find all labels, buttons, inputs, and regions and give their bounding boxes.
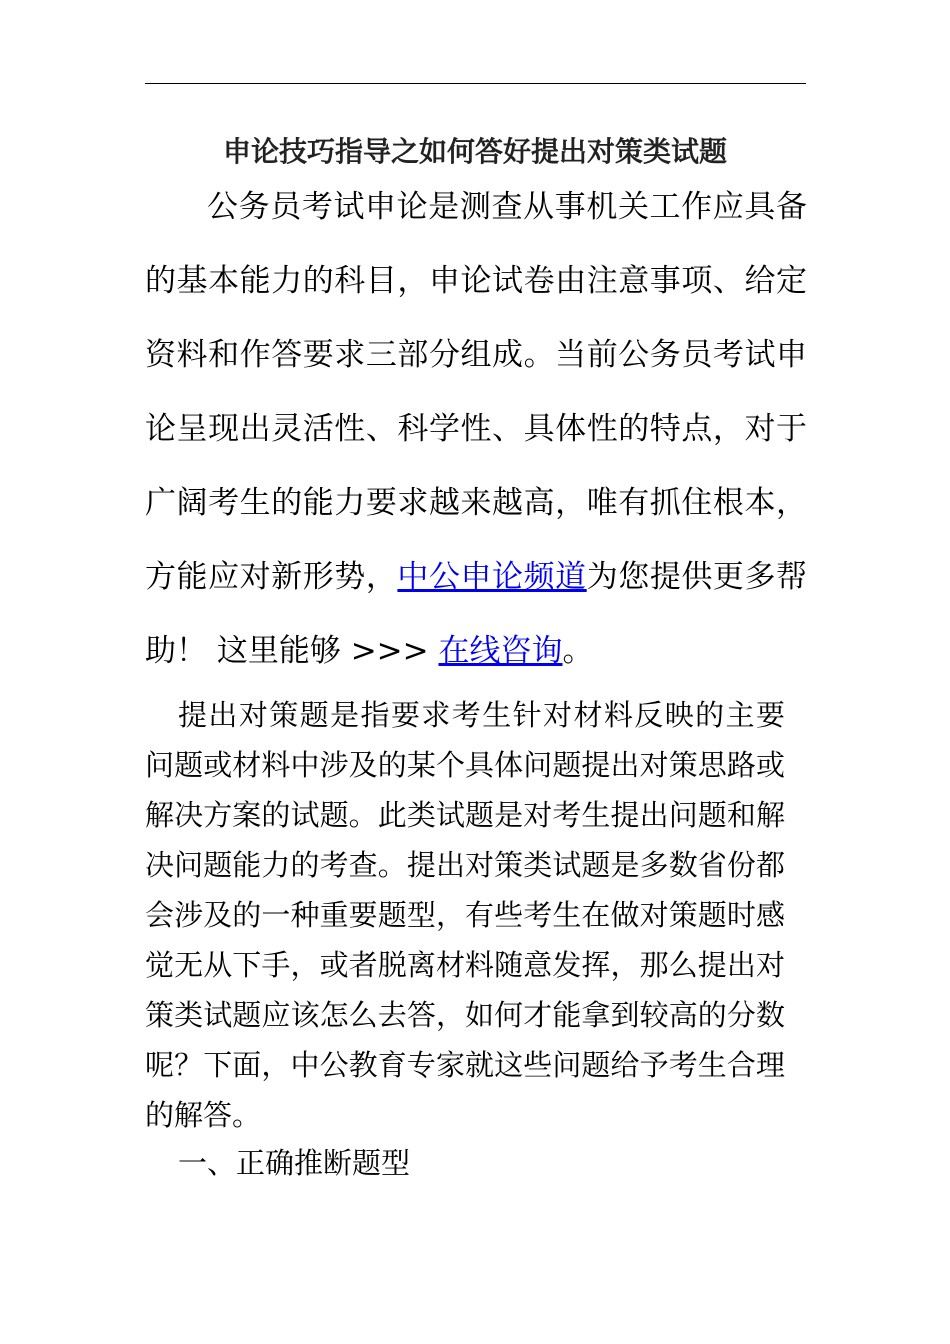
intro-text-middle: 为您提供更多帮助！ 这里能够 >>>	[145, 559, 808, 669]
header-rule	[145, 83, 806, 84]
document-title: 申论技巧指导之如何答好提出对策类试题	[222, 135, 727, 168]
channel-link[interactable]: 中公申论频道	[397, 559, 587, 595]
intro-text: 公务员考试申论是测查从事机关工作应具备的基本能力的科目，申论试卷由注意事项、给定资料和作答要求三部分组成。当前公务员考试申论呈现出灵活性、科学性、具体性的特点，对于广阔考生的能力要求越来越高，唯有抓住根本，方能应对新形势，	[145, 189, 807, 595]
intro-paragraph	[145, 170, 807, 688]
intro-text-end: 。	[562, 633, 594, 669]
body-paragraph: 提出对策题是指要求考生针对材料反映的主要问题或材料中涉及的某个具体问题提出对策思路或解决方案的试题。此类试题是对考生提出问题和解决问题能力的考查。提出对策类试题是多数省份都会涉及的一种重要题型，有些考生在做对策题时感觉无从下手，或者脱离材料随意发挥，那么提出对策类试题应该怎么去答，如何才能拿到较高的分数呢？下面，中公教育专家就这些问题给予考生合理的解答。	[145, 698, 785, 1132]
section-heading: 一、正确推断题型	[178, 1146, 411, 1180]
online-consult-link[interactable]: 在线咨询	[438, 633, 563, 669]
